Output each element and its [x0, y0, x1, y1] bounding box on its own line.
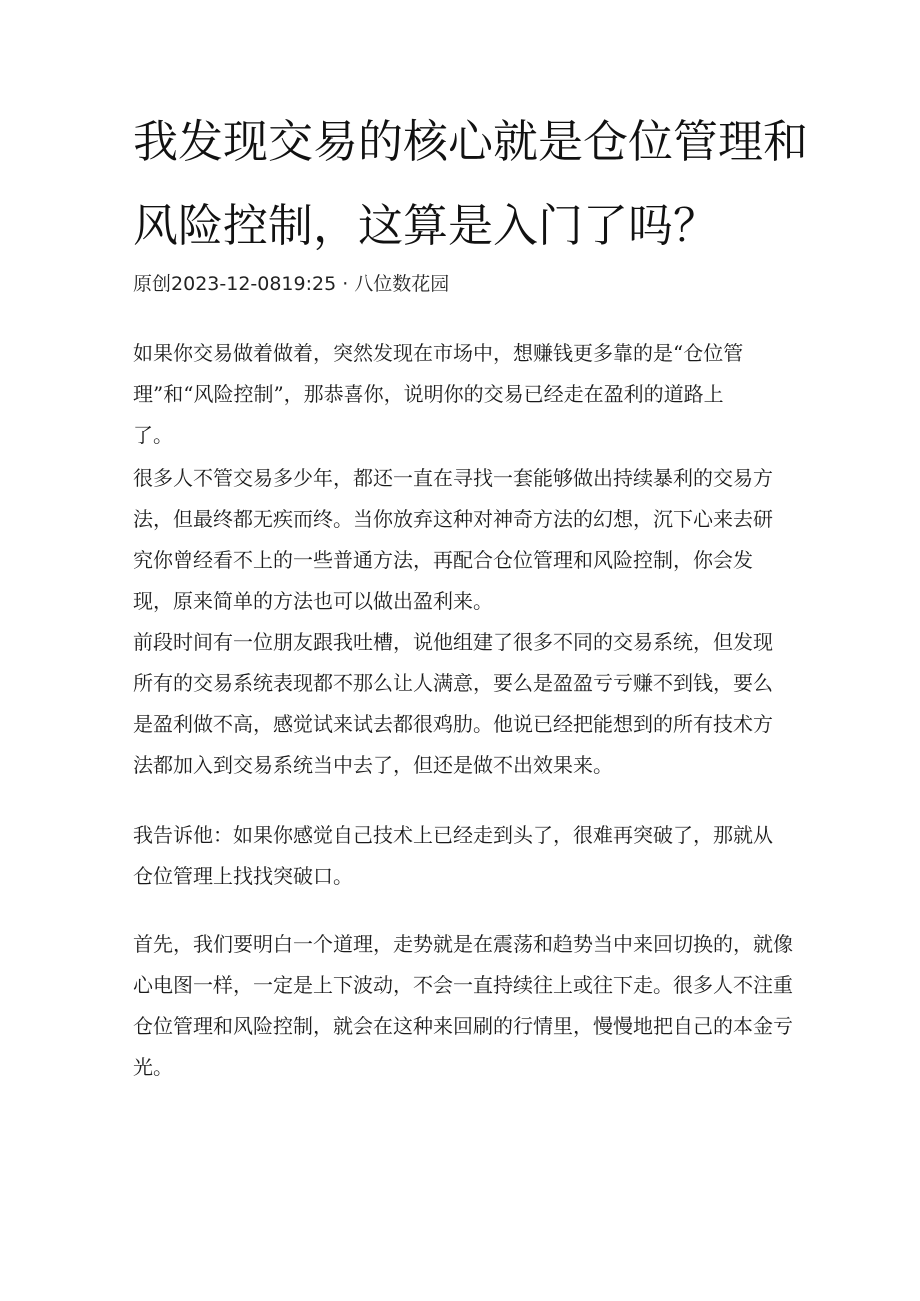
paragraph-line: 理”和“风险控制”，那恭喜你，说明你的交易已经走在盈利的道路上 [133, 382, 724, 406]
paragraph-line: 仓位管理上找找突破口。 [133, 864, 353, 888]
article-title-line-2: 风险控制，这算是入门了吗？ [133, 199, 719, 252]
article-title [133, 100, 809, 268]
paragraph-line: 究你曾经看不上的一些普通方法，再配合仓位管理和风险控制，你会发 [133, 548, 753, 572]
paragraph-line: 我告诉他：如果你感觉自己技术上已经走到头了，很难再突破了，那就从 [133, 823, 773, 847]
paragraph-line: 法，但最终都无疾而终。当你放弃这种对神奇方法的幻想，沉下心来去研 [133, 507, 773, 531]
paragraph-line: 是盈利做不高，感觉试来试去都很鸡肋。他说已经把能想到的所有技术方 [133, 712, 773, 736]
meta-separator: · [342, 273, 349, 295]
paragraph-5 [133, 924, 793, 1088]
publish-datetime: 2023-12-0819:25 [171, 273, 337, 295]
paragraph-line: 光。 [133, 1055, 173, 1079]
paragraph-line: 现，原来简单的方法也可以做出盈利来。 [133, 589, 493, 613]
paragraph-line: 法都加入到交易系统当中去了，但还是做不出效果来。 [133, 753, 613, 777]
paragraph-line: 如果你交易做着做着，突然发现在市场中，想赚钱更多靠的是“仓位管 [133, 341, 744, 365]
paragraph-3 [133, 622, 793, 786]
paragraph-4 [133, 815, 793, 897]
paragraph-line: 了。 [133, 423, 173, 447]
paragraph-1 [133, 333, 793, 456]
article-type: 原创 [133, 273, 172, 295]
paragraph-line: 首先，我们要明白一个道理，走势就是在震荡和趋势当中来回切换的，就像 [133, 932, 793, 956]
paragraph-line: 仓位管理和风险控制，就会在这种来回刷的行情里，慢慢地把自己的本金亏 [133, 1014, 793, 1038]
article-title-line-1: 我发现交易的核心就是仓位管理和 [133, 115, 809, 168]
author-name: 八位数花园 [354, 273, 450, 295]
paragraph-line: 心电图一样，一定是上下波动，不会一直持续往上或往下走。很多人不注重 [133, 973, 793, 997]
paragraph-2 [133, 458, 793, 622]
paragraph-line: 很多人不管交易多少年，都还一直在寻找一套能够做出持续暴利的交易方 [133, 466, 773, 490]
paragraph-line: 前段时间有一位朋友跟我吐槽，说他组建了很多不同的交易系统，但发现 [133, 630, 773, 654]
paragraph-line: 所有的交易系统表现都不那么让人满意，要么是盈盈亏亏赚不到钱，要么 [133, 671, 773, 695]
article-meta [133, 270, 449, 298]
